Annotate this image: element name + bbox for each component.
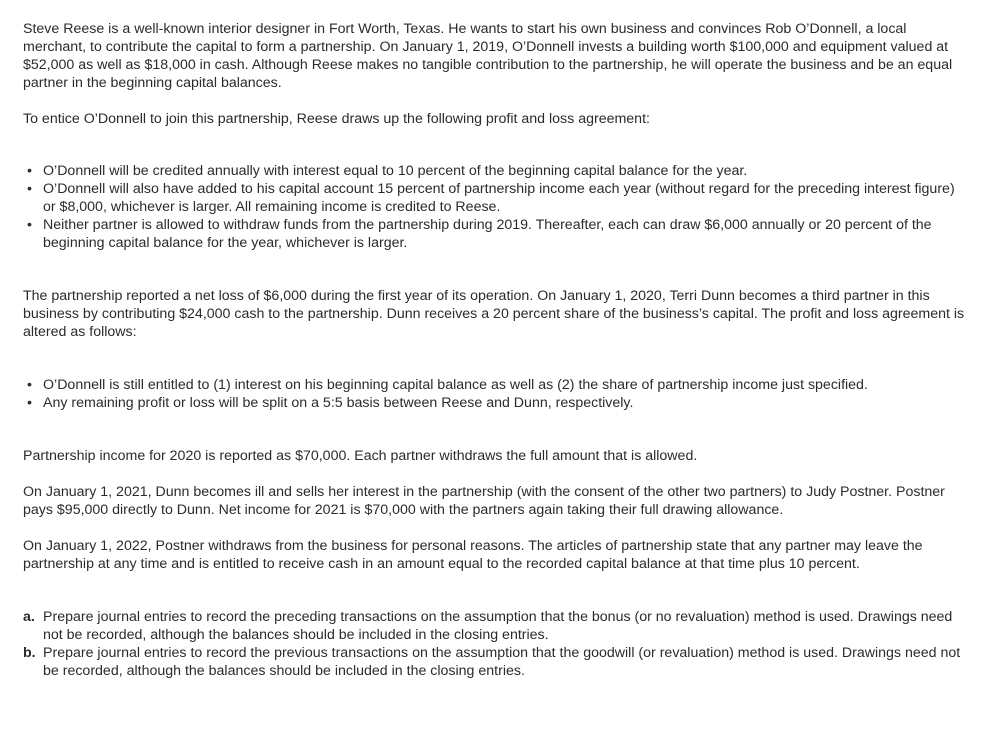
spacer (23, 573, 968, 608)
agreement-list-2019 (23, 162, 968, 252)
task-marker: b. (23, 645, 36, 661)
list-item: • Any remaining profit or loss will be split on a 5:5 basis between Reese and Dunn, respectively. (23, 394, 968, 412)
spacer (23, 128, 968, 162)
task-item-a (23, 608, 968, 644)
net-loss-paragraph: The partnership reported a net loss of $6,000 during the first year of its operation. On January 1, 2020, Terri Dunn becomes a third partner in this business by contributing $24,000 cash to the partnership. Dunn receives a 20 percent share of the business’s capital. The profit and loss agreement is altered as follows: (23, 288, 965, 340)
income-2020-paragraph: Partnership income for 2020 is reported as $70,000. Each partner withdraws the full amount that is allowed. (23, 448, 698, 464)
spacer (23, 341, 968, 376)
agreement-intro-paragraph: To entice O’Donnell to join this partnership, Reese draws up the following profit and loss agreement: (23, 111, 650, 127)
spacer (23, 252, 968, 287)
dunn-sale-paragraph: On January 1, 2021, Dunn becomes ill and sells her interest in the partnership (with the consent of the other two partners) to Judy Postner. Postner pays $95,000 directly to Dunn. Net income for 2021 is $70,000 with the partners again taking their full drawing allowance. (23, 484, 945, 518)
spacer (23, 412, 968, 447)
list-item: • O’Donnell will be credited annually with interest equal to 10 percent of the beginning capital balance for the year. (23, 162, 968, 180)
task-text: Prepare journal entries to record the previous transactions on the assumption that the goodwill (or revaluation) method is used. Drawings need not be recorded, although the balances should be included in the closing entries. (43, 645, 961, 679)
task-item-b (23, 644, 968, 680)
list-item: • Neither partner is allowed to withdraw funds from the partnership during 2019. Thereafter, each can draw $6,000 annually or 20 percent of the beginning capital balance for the year, whichever is larger. (23, 216, 968, 252)
intro-paragraph: Steve Reese is a well-known interior designer in Fort Worth, Texas. He wants to start his own business and convinces Rob O’Donnell, a local merchant, to contribute the capital to form a partnership. On January 1, 2019, O’Donnell invests a building worth $100,000 and equipment valued at $52,000 as well as $18,000 in cash. Although Reese makes no tangible contribution to the partnership, he will operate the business and be an equal partner in the beginning capital balances. (23, 21, 953, 91)
task-text: Prepare journal entries to record the preceding transactions on the assumption that the bonus (or no revaluation) method is used. Drawings need not be recorded, although the balances should be included in the closing entries. (43, 609, 953, 643)
task-list (23, 608, 968, 680)
list-item: • O’Donnell will also have added to his capital account 15 percent of partnership income each year (without regard for the preceding interest figure) or $8,000, whichever is larger. All remaining income is credited to Reese. (23, 180, 968, 216)
agreement-list-2020 (23, 376, 968, 412)
list-item: • O’Donnell is still entitled to (1) interest on his beginning capital balance as well as (2) the share of partnership income just specified. (23, 376, 968, 394)
postner-withdrawal-paragraph: On January 1, 2022, Postner withdraws from the business for personal reasons. The articles of partnership state that any partner may leave the partnership at any time and is entitled to receive cash in an amount equal to the recorded capital balance at that time plus 10 percent. (23, 538, 923, 572)
problem-document (23, 20, 968, 680)
task-marker: a. (23, 609, 35, 625)
